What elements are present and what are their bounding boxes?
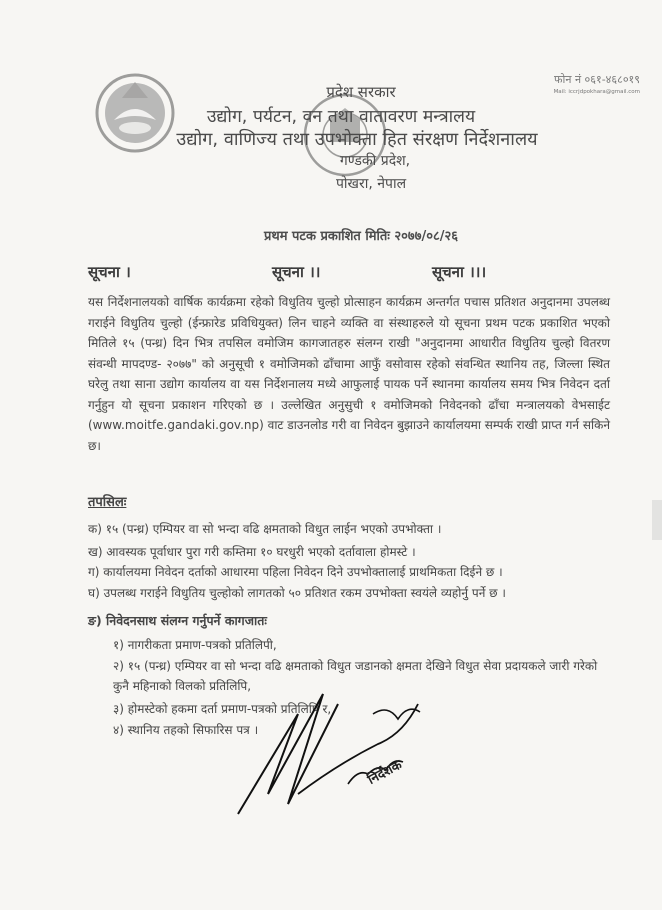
attachment-item: ३) होमस्टेको हकमा दर्ता प्रमाण-पत्रको प्रतिलिपि र, xyxy=(113,702,332,716)
tapasil-heading: तपसिलः xyxy=(88,495,127,510)
header-line-1: प्रदेश सरकार xyxy=(326,83,396,101)
tapasil-item: क) १५ (पन्ध्र) एम्पियर वा सो भन्दा वढि क्षमताको विधुत लाईन भएको उपभोक्ता । xyxy=(88,522,442,536)
attachments-heading: ङ) निवेदनसाथ संलग्न गर्नुपर्ने कागजातः xyxy=(88,613,267,628)
signatory-title: निर्देशक xyxy=(365,757,405,788)
header-province: गण्डकी प्रदेश, xyxy=(339,153,411,169)
page-edge-mark xyxy=(652,500,662,540)
tapasil-item: घ) उपलब्ध गराईने विधुतिय चुल्होको लागतको ५० प्रतिशत रकम उपभोक्ता स्वयंले व्यहोर्नु पर्ने छ । xyxy=(88,586,506,600)
email-address: Mail: iccrjdpokhara@gmail.com xyxy=(553,89,640,95)
header-city: पोखरा, नेपाल xyxy=(335,176,407,192)
tapasil-item: ग) कार्यालयमा निवेदन दर्ताको आधारमा पहिला निवेदन दिने उपभोक्तालाई प्राथमिकता दिईने छ । xyxy=(88,565,503,579)
tapasil-item: ख) आवस्यक पूर्वाधार पुरा गरी कम्तिमा १० घरधुरी भएको दर्तावाला होमस्टे । xyxy=(88,545,416,559)
notice-heading-2: सूचना ।। xyxy=(272,263,321,281)
publication-date: प्रथम पटक प्रकाशित मितिः २०७७/०८/२६ xyxy=(264,229,458,244)
notice-heading-1: सूचना । xyxy=(88,263,131,281)
notice-body: यस निर्देशनालयको वार्षिक कार्यक्रमा रहेको विधुतिय चुल्हो प्रोत्साहन कार्यक्रम अन्तर्गत पचास प्रतिशत अनुदानमा उपलब्ध गराईने विधुतिय चुल्हो (ईन्फ्रारेड प्रविधियुक्त) लिन चाहने व्यक्ति वा संस्थाहरुले यो सूचना प्रथम पटक प्रकाशित भएको मितिले १५ (पन्ध्र) दिन भित्र तपसिल वमोजिम कागजातहरु संलग्न राखी "अनुदानमा आधारीत विधुतिय चुल्हो वितरण संवन्धी मापदण्ड- २०७७" को अनुसूची १ वमोजिमको ढाँचामा आफुँ वसोवास रहेको संवन्धित स्थानिय तह, जिल्ला स्थित घरेलु तथा साना उद्योग कार्यालय वा यस निर्देशनालय मध्ये आफुलाई पायक पर्ने स्थानमा कार्यालय समय भित्र निवेदन दर्ता गर्नुहुन यो सूचना प्रकाशन गरिएको छ । उल्लेखित अनुसुची १ वमोजिमको निवेदनको ढाँचा मन्त्रालयको वेभसाईट (www.moitfe.gandaki.gov.np) वाट डाउनलोड गरी वा निवेदन बुझाउने कार्यालयमा सम्पर्क राखी प्राप्त गर्न सकिने छ। xyxy=(88,295,610,453)
attachment-item: ४) स्थानिय तहको सिफारिस पत्र । xyxy=(113,723,259,737)
header-directorate: उद्योग, वाणिज्य तथा उपभोक्ता हित संरक्षण निर्देशनालय xyxy=(176,129,538,150)
phone-number: फोन नं ०६१-४६८०१९ xyxy=(554,73,640,86)
header-ministry: उद्योग, पर्यटन, वन तथा वातावरण मन्त्रालय xyxy=(206,107,476,127)
signature-icon xyxy=(228,674,428,824)
attachment-item: २) १५ (पन्ध्र) एम्पियर वा सो भन्दा वढि क्षमताको विधुत जडानको क्षमता देखिने विधुत सेवा प्रदायकले जारी गरेको कुनै महिनाको विलको प्रतिलिपि, xyxy=(113,659,598,693)
attachment-item: १) नागरीकता प्रमाण-पत्रको प्रतिलिपी, xyxy=(113,638,277,652)
notice-heading-3: सूचना ।।। xyxy=(432,263,487,281)
